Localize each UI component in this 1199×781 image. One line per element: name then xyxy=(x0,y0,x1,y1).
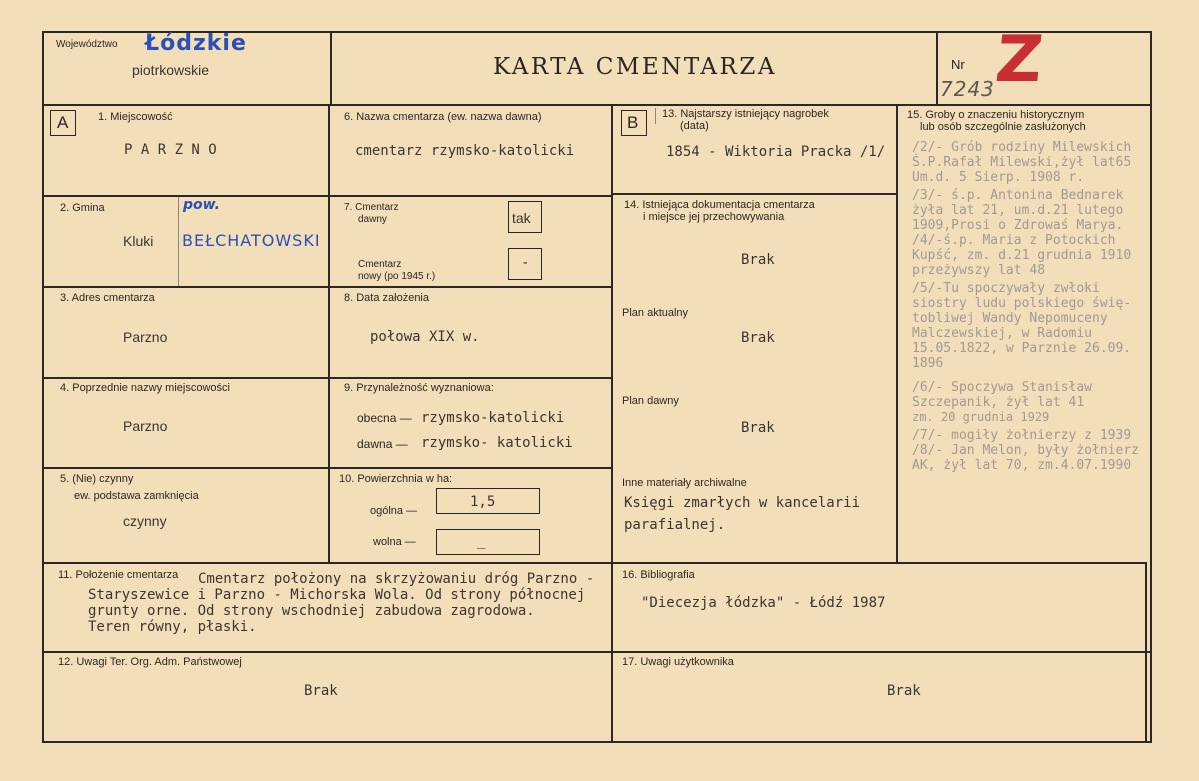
wolna-box xyxy=(436,529,540,555)
dawny-label-1: 7. Cmentarz xyxy=(344,202,399,213)
czynny-label-2: ew. podstawa zamknięcia xyxy=(74,490,199,502)
wolna-label: wolna — xyxy=(373,536,416,548)
groby-line: Malczewskiej, w Radomiu xyxy=(912,326,1093,341)
polozenie-label: 11. Położenie cmentarza xyxy=(58,569,179,581)
groby-line: /3/- ś.p. Antonina Bednarek xyxy=(912,188,1124,203)
uwagi-uzytkownika-value: Brak xyxy=(887,683,921,699)
uwagi-ter-value: Brak xyxy=(304,683,338,699)
groby-label-2: lub osób szczególnie zasłużonych xyxy=(920,121,1086,133)
plan-aktualny-value: Brak xyxy=(741,330,775,346)
inne-materialy-label: Inne materiały archiwalne xyxy=(622,477,747,489)
czynny-value: czynny xyxy=(123,513,167,529)
frame-right xyxy=(1150,31,1152,743)
section-b-tick xyxy=(655,108,656,124)
wojewodztwo-typed: piotrkowskie xyxy=(132,62,210,78)
dokumentacja-label-1: 14. Istniejąca dokumentacja cmentarza xyxy=(624,199,815,211)
groby-line: 15.05.1822, w Parznie 26.09. xyxy=(912,341,1132,356)
dokumentacja-value: Brak xyxy=(741,252,775,268)
groby-line: Szczepanik, żył lat 41 xyxy=(912,395,1085,410)
poprzednie-value: Parzno xyxy=(123,418,168,434)
groby-line: Um.d. 5 Sierp. 1908 r. xyxy=(912,170,1085,185)
col-line-2 xyxy=(611,104,613,741)
row-a-2 xyxy=(42,286,328,288)
nagrobek-label-1: 13. Najstarszy istniejący nagrobek xyxy=(662,108,829,120)
gmina-label: 2. Gmina xyxy=(60,202,105,214)
dawny-label-2: dawny xyxy=(358,214,387,225)
col-line-gmina-inner xyxy=(178,196,179,286)
inne-materialy-line-1: Księgi zmarłych w kancelarii xyxy=(624,495,861,511)
header-bottom-line xyxy=(42,104,1150,106)
data-zalozenia-value: połowa XIX w. xyxy=(370,329,480,345)
powierzchnia-label: 10. Powierzchnia w ha: xyxy=(339,473,453,485)
section-b-letter: B xyxy=(627,113,639,132)
dawny-value: tak xyxy=(512,210,531,226)
groby-line: /7/- mogiły żołnierzy z 1939 xyxy=(912,428,1132,443)
czynny-label-1: 5. (Nie) czynny xyxy=(60,473,134,485)
dawna-value: rzymsko- katolicki xyxy=(421,435,573,451)
gmina-value: Kluki xyxy=(123,233,154,249)
nazwa-label: 6. Nazwa cmentarza (ew. nazwa dawna) xyxy=(344,111,542,123)
ogolna-value: 1,5 xyxy=(470,494,496,510)
polozenie-line-3: grunty orne. Od strony wschodniej zabudowa zagrodowa. xyxy=(88,603,535,619)
nowy-label-1: Cmentarz xyxy=(358,259,402,270)
row-a-4 xyxy=(42,467,328,469)
row-a-3 xyxy=(42,377,328,379)
frame-bottom xyxy=(42,741,1152,743)
polozenie-line-1: Cmentarz położony na skrzyżowaniu dróg Parzno - xyxy=(198,571,595,587)
nr-label: Nr xyxy=(951,57,965,72)
wolna-value: _ xyxy=(477,533,486,549)
groby-line: żyła lat 21, um.d.21 lutego xyxy=(912,203,1124,218)
gmina-hand-name: BEŁCHATOWSKI xyxy=(182,231,321,250)
wojewodztwo-label: Województwo xyxy=(56,39,118,50)
groby-line: tobliwej Wandy Nepomuceny xyxy=(912,311,1108,326)
uwagi-uzytkownika-label: 17. Uwagi użytkownika xyxy=(622,656,734,668)
groby-line: /6/- Spoczywa Stanisław xyxy=(912,380,1093,395)
polozenie-line-4: Teren równy, płaski. xyxy=(88,619,257,635)
groby-label-1: 15. Groby o znaczeniu historycznym xyxy=(907,109,1085,121)
col-line-3 xyxy=(896,104,898,562)
row-m-3 xyxy=(329,377,612,379)
poprzednie-label: 4. Poprzednie nazwy miejscowości xyxy=(60,382,230,394)
przynaleznosc-label: 9. Przynależność wyznaniowa: xyxy=(344,382,494,394)
wojewodztwo-handwritten: Łódzkie xyxy=(145,31,247,56)
dawna-label: dawna — xyxy=(357,437,408,451)
groby-line: siostry ludu polskiego świę- xyxy=(912,296,1132,311)
groby-line: Ś.P.Rafał Milewski,żył lat65 xyxy=(912,155,1132,170)
section-a-letter: A xyxy=(57,113,69,132)
bibliografia-label: 16. Bibliografia xyxy=(622,569,695,581)
col-line-1 xyxy=(328,104,330,562)
red-z-mark: Z xyxy=(992,23,1047,97)
plan-dawny-value: Brak xyxy=(741,420,775,436)
gmina-hand-pow: pow. xyxy=(183,197,220,213)
plan-aktualny-label: Plan aktualny xyxy=(622,307,689,319)
groby-line: 1896 xyxy=(912,356,944,371)
miejscowosc-value: P A R Z N O xyxy=(124,142,217,158)
groby-line: /8/- Jan Melon, były żołnierz xyxy=(912,443,1139,458)
polozenie-line-2: Staryszewice i Parzno - Michorska Wola. Od strony północnej xyxy=(88,587,586,603)
groby-line: /4/-ś.p. Maria z Potockich xyxy=(912,233,1116,248)
dokumentacja-label-2: i miejsce jej przechowywania xyxy=(643,211,785,223)
obecna-label: obecna — xyxy=(357,411,412,425)
nowy-label-2: nowy (po 1945 r.) xyxy=(358,271,436,282)
nagrobek-value: 1854 - Wiktoria Pracka /1/ xyxy=(666,144,886,160)
miejscowosc-label: 1. Miejscowość xyxy=(98,111,173,123)
row-m-4 xyxy=(329,467,612,469)
adres-value: Parzno xyxy=(123,329,168,345)
nagrobek-label-2: (data) xyxy=(680,120,709,132)
nr-handwritten-value: 7243 xyxy=(940,77,995,101)
adres-label: 3. Adres cmentarza xyxy=(60,292,155,304)
page-title: KARTA CMENTARZA xyxy=(493,54,777,80)
bibliografia-value: "Diecezja łódzka" - Łódź 1987 xyxy=(641,595,886,611)
row-m-1 xyxy=(329,195,612,197)
groby-line: /5/-Tu spoczywały zwłoki xyxy=(912,281,1100,296)
row-b-1 xyxy=(612,193,896,195)
groby-line: Kupść, zm. d.21 grudnia 1910 xyxy=(912,248,1132,263)
inne-materialy-line-2: parafialnej. xyxy=(624,517,726,533)
plan-dawny-label: Plan dawny xyxy=(622,395,679,407)
groby-line: zm. 20 grudnia 1929 xyxy=(912,410,1050,424)
groby-list xyxy=(912,140,1148,480)
row-bottom-1 xyxy=(42,562,1146,564)
nowy-value: - xyxy=(521,255,530,271)
frame-left xyxy=(42,31,44,741)
right-bottom-inner xyxy=(1145,562,1147,741)
nazwa-value: cmentarz rzymsko-katolicki xyxy=(355,143,575,159)
ogolna-label: ogólna — xyxy=(370,505,418,517)
groby-line: AK, żył lat 70, zm.4.07.1990 xyxy=(912,458,1132,473)
groby-line: /2/- Grób rodziny Milewskich xyxy=(912,140,1132,155)
header-divider-2 xyxy=(936,31,938,105)
data-zalozenia-label: 8. Data założenia xyxy=(344,292,429,304)
obecna-value: rzymsko-katolicki xyxy=(421,410,565,426)
groby-line: 1909,Prosi o Zdrowaś Marya. xyxy=(912,218,1124,233)
uwagi-ter-label: 12. Uwagi Ter. Org. Adm. Państwowej xyxy=(58,656,242,668)
header-divider-1 xyxy=(330,31,332,105)
groby-line: przeżywszy lat 48 xyxy=(912,263,1046,278)
row-bottom-2 xyxy=(42,651,1150,653)
row-m-2 xyxy=(329,286,612,288)
